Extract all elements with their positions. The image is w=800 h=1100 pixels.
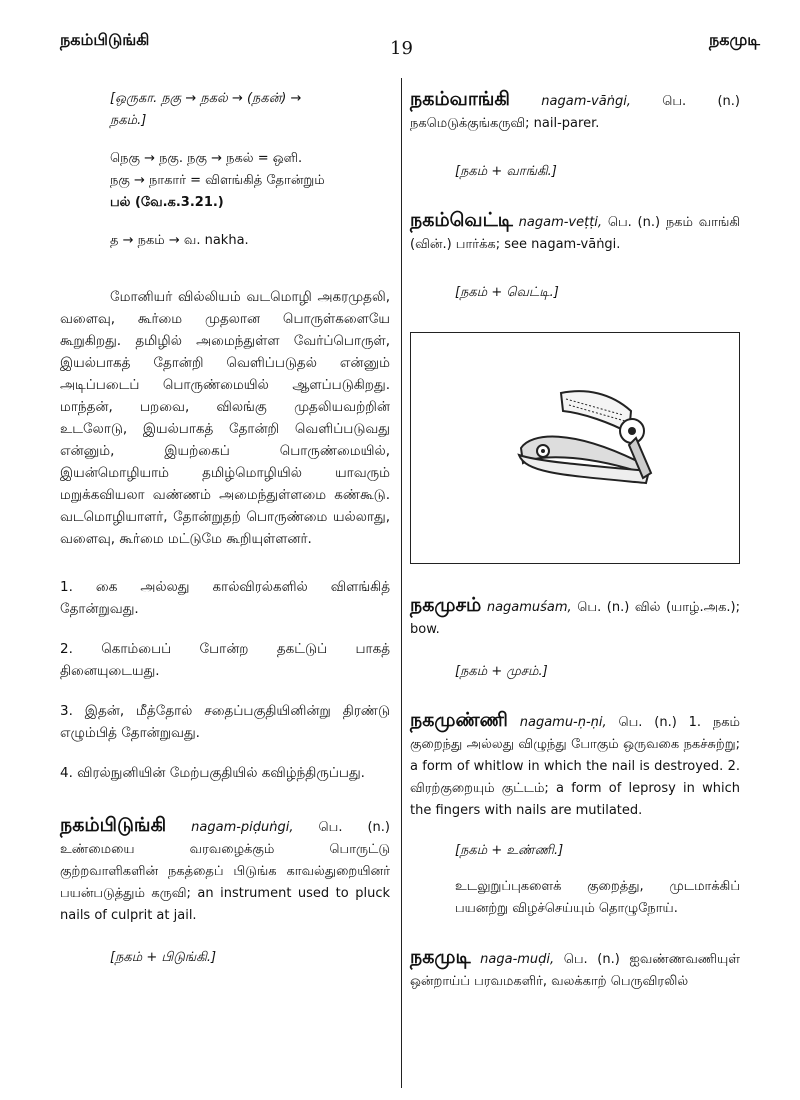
etymology-line: [ஒருகா. நகு → நகல் → (நகன்) → <box>110 91 302 106</box>
entry-definition: நகமெடுக்குங்கருவி; nail-parer. <box>410 116 600 131</box>
sanskrit-origin <box>110 230 390 252</box>
entry-etymology: [நகம் + முசம்.] <box>455 664 548 679</box>
entry-transliteration: nagam-veṭṭi, <box>518 215 603 230</box>
entry-headword: நகமுடி <box>410 946 471 968</box>
entry-pos: பெ. (n.) <box>563 952 620 967</box>
entry-transliteration: nagamuśam, <box>486 600 572 615</box>
dictionary-entry <box>60 814 390 969</box>
discussion-paragraph: மோனியர் வில்லியம் வடமொழி அகரமுதலி, வளைவு, கூர்மை முதலான பொருள்களையே கூறுகிறது. தமிழில் அமைந்துள்ள வேர்ப்பொருள், இயல்பாகத் தோன்றி வெளிப்படுதல் என்னும் அடிப்படைப் பொருண்மையில் ஆளப்படுகிறது. மாந்தன், பறவை, விலங்கு முதலியவற்றின் உடலோடு, இயல்பாகத் தோன்றி வெளிப்படுவது என்னும், இயற்கைப் பொருண்மையில், இயன்மொழியாம் தமிழ்மொழியில் யாவரும் மறுக்கவியலா வண்ணம் அமைந்துள்ளமை கண்கூடு. வடமொழியாளர், தோன்றுதற் பொருண்மை யல்லாது, வளைவு, கூர்மை மட்டுமே கூறியுள்ளனர். <box>60 289 390 547</box>
etymology-block-2 <box>110 148 390 214</box>
entry-pos: பெ. (n.) <box>618 715 677 730</box>
column-divider <box>401 78 402 1088</box>
entry-etymology: [நகம் + வெட்டி.] <box>455 285 559 300</box>
etymology-line: பல் (வே.க.3.21.) <box>110 195 224 210</box>
entry-transliteration: nagam-piḍuṅgi, <box>191 820 294 835</box>
entry-etymology: [நகம் + வாங்கி.] <box>455 164 557 179</box>
etymology-block-1 <box>110 88 390 132</box>
etymology-line: நகம்.] <box>110 113 147 128</box>
entry-pos: பெ. (n.) <box>318 820 390 835</box>
list-item: 2. கொம்பைப் போன்ற தகட்டுப் பாகத் தினையுடையது. <box>60 641 390 679</box>
dictionary-entry <box>410 709 740 920</box>
etymology-line: நெகு → நகு. நகு → நகல் = ஒளி. <box>110 151 303 166</box>
entry-definition: நகம் வாங்கி (வின்.) பார்க்க; see nagam-vāṅgi. <box>410 215 741 252</box>
left-column <box>60 88 390 969</box>
entry-transliteration: naga-muḍi, <box>480 952 555 967</box>
entry-pos: பெ. (n.) <box>607 215 661 230</box>
entry-headword: நகம்வாங்கி <box>410 88 510 110</box>
nail-clipper-icon <box>411 333 739 563</box>
entry-definition: உண்மையை வரவழைக்கும் பொருட்டு குற்றவாளிகளின் நகத்தைப் பிடுங்க காவல்துறையினர் பயன்படுத்தும் கருவி; an instrument used to pluck nails of culprit at jail. <box>60 842 390 923</box>
entry-headword: நகம்பிடுங்கி <box>60 814 167 836</box>
entry-pos: பெ. (n.) <box>577 600 630 615</box>
dictionary-entry <box>410 946 740 993</box>
dictionary-entry <box>410 594 740 683</box>
header-right-guideword: நகமுடி <box>709 30 760 49</box>
nail-clipper-illustration <box>410 332 740 564</box>
page-header <box>60 30 760 70</box>
entry-definition: வில் (யாழ்.அக.); bow. <box>410 600 740 637</box>
list-item: 4. விரல்நுனியின் மேற்பகுதியில் கவிழ்ந்திருப்பது. <box>60 765 365 781</box>
entry-definition: 1. நகம் குறைந்து அல்லது விழுந்து போகும் ஒருவகை நகச்சுற்று; a form of whitlow in which the nail is destroyed. 2. விரற்குறையும் குட்டம்; a form of leprosy in which the fingers with nails are mutilated. <box>410 715 740 818</box>
entry-headword: நகமுண்ணி <box>410 709 508 731</box>
entry-etymology: [நகம் + உண்ணி.] <box>455 843 564 858</box>
etymology-line: நகு → நாகார் = விளங்கித் தோன்றும் <box>110 173 325 188</box>
header-left-guideword: நகம்பிடுங்கி <box>60 30 150 49</box>
dictionary-entry <box>410 88 740 183</box>
entry-headword: நகமுசம் <box>410 594 482 616</box>
right-column <box>410 88 740 993</box>
sanskrit-line: த → நகம் → வ. nakha. <box>110 233 249 248</box>
entry-headword: நகம்வெட்டி <box>410 209 513 231</box>
page-number: 19 <box>390 38 413 59</box>
list-item: 3. இதன், மீத்தோல் சதைப்பகுதியினின்று திரண்டு எழும்பித் தோன்றுவது. <box>60 703 390 741</box>
dictionary-entry <box>410 209 740 304</box>
entry-definition: ஐவண்ணவணியுள் ஒன்றாய்ப் பரவமகளிர், வலக்காற் பெருவிரலில் <box>410 952 741 989</box>
entry-transliteration: nagamu-ṇ-ṇi, <box>519 715 607 730</box>
list-item: 1. கை அல்லது கால்விரல்களில் விளங்கித் தோன்றுவது. <box>60 579 390 617</box>
entry-note: உடலுறுப்புகளைக் குறைத்து, முடமாக்கிப் பயனற்று விழச்செய்யும் தொழுநோய். <box>455 879 740 916</box>
entry-pos: பெ. (n.) <box>662 94 740 109</box>
entry-etymology: [நகம் + பிடுங்கி.] <box>110 950 217 965</box>
entry-transliteration: nagam-vāṅgi, <box>541 94 631 109</box>
